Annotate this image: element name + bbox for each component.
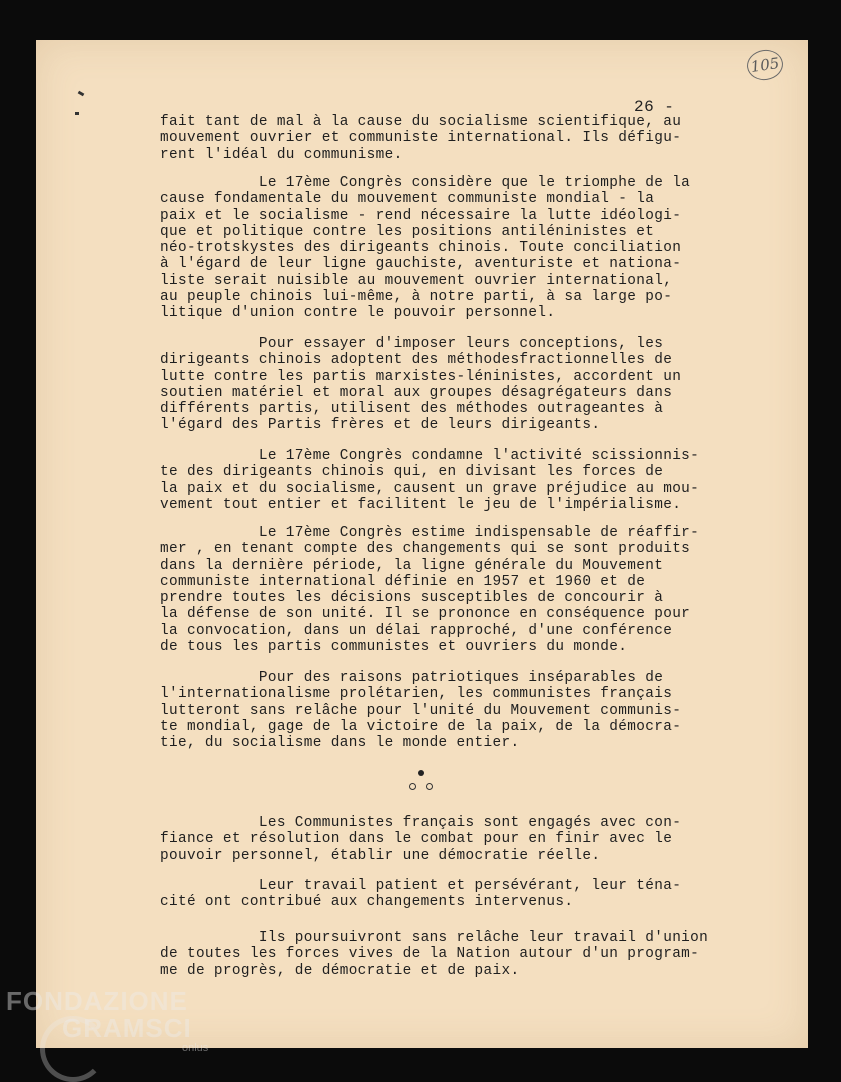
section-separator — [400, 768, 440, 796]
paragraph: Le 17ème Congrès estime indispensable de réaffir- mer , en tenant compte des changements qui se sont produits dans la dernière période, la ligne générale du Mouvement communiste international définie en 1957 et 1960 et de prendre toutes les décisions susceptibles de concourir à la défense de son unité. Il se prononce en conséquence pour la convocation, dans un délai rapproché, d'une conférence de tous les partis communistes et ouvriers du monde. — [160, 525, 700, 656]
watermark-line1: FONDAZIONE — [6, 986, 188, 1016]
watermark-line3: onlus — [182, 1042, 209, 1054]
paragraph: Pour essayer d'imposer leurs conceptions, les dirigeants chinois adoptent des méthodesfractionnelles de lutte contre les partis marxistes-léninistes, accordent un soutien matériel et moral aux groupes désagrégateurs dans différents partis, utilisent des méthodes outrageantes à l'égard des Partis frères et de leurs dirigeants. — [160, 336, 682, 434]
paragraph: Ils poursuivront sans relâche leur travail d'union de toutes les forces vives de la Nation autour d'un program- me de progrès, de démocratie et de paix. — [160, 930, 709, 979]
margin-mark — [75, 112, 79, 115]
separator-dot — [418, 770, 424, 776]
separator-circle — [409, 783, 416, 790]
paragraph: Les Communistes français sont engagés avec con- fiance et résolution dans le combat pour en finir avec le pouvoir personnel, établir une démocratie réelle. — [160, 815, 682, 864]
watermark-logo-icon — [40, 1016, 106, 1082]
paragraph: Pour des raisons patriotiques inséparables de l'internationalisme prolétarien, les communistes français lutteront sans relâche pour l'unité du Mouvement communis- te mondial, gage de la victoire de la paix, de la démocra- tie, du socialisme dans le monde entier. — [160, 670, 682, 752]
archive-folio-stamp: 105 — [745, 48, 785, 83]
watermark-line2: GRAMSCI — [62, 1013, 192, 1043]
paragraph: Le 17ème Congrès considère que le triomphe de la cause fondamentale du mouvement communiste mondial - la paix et le socialisme - rend nécessaire la lutte idéologi- que et politique contre les positions antiléninistes et néo-trotskystes des dirigeants chinois. Toute conciliation à l'égard de leur ligne gauchiste, aventuriste et nationa- liste serait nuisible au mouvement ouvrier international, au peuple chinois lui-même, à notre parti, à sa large po- litique d'union contre le pouvoir personnel. — [160, 175, 691, 322]
paragraph: Le 17ème Congrès condamne l'activité scissionnis- te des dirigeants chinois qui, en divisant les forces de la paix et du socialisme, causent un grave préjudice au mou- vement tout entier et facilitent le jeu de l'impérialisme. — [160, 448, 700, 513]
page-number: 26 - — [634, 98, 675, 116]
paragraph: Leur travail patient et persévérant, leur téna- cité ont contribué aux changements intervenus. — [160, 878, 682, 911]
archive-watermark — [6, 986, 208, 1054]
separator-circle — [426, 783, 433, 790]
paragraph: fait tant de mal à la cause du socialisme scientifique, au mouvement ouvrier et communiste international. Ils défigu- rent l'idéal du communisme. — [160, 114, 682, 163]
